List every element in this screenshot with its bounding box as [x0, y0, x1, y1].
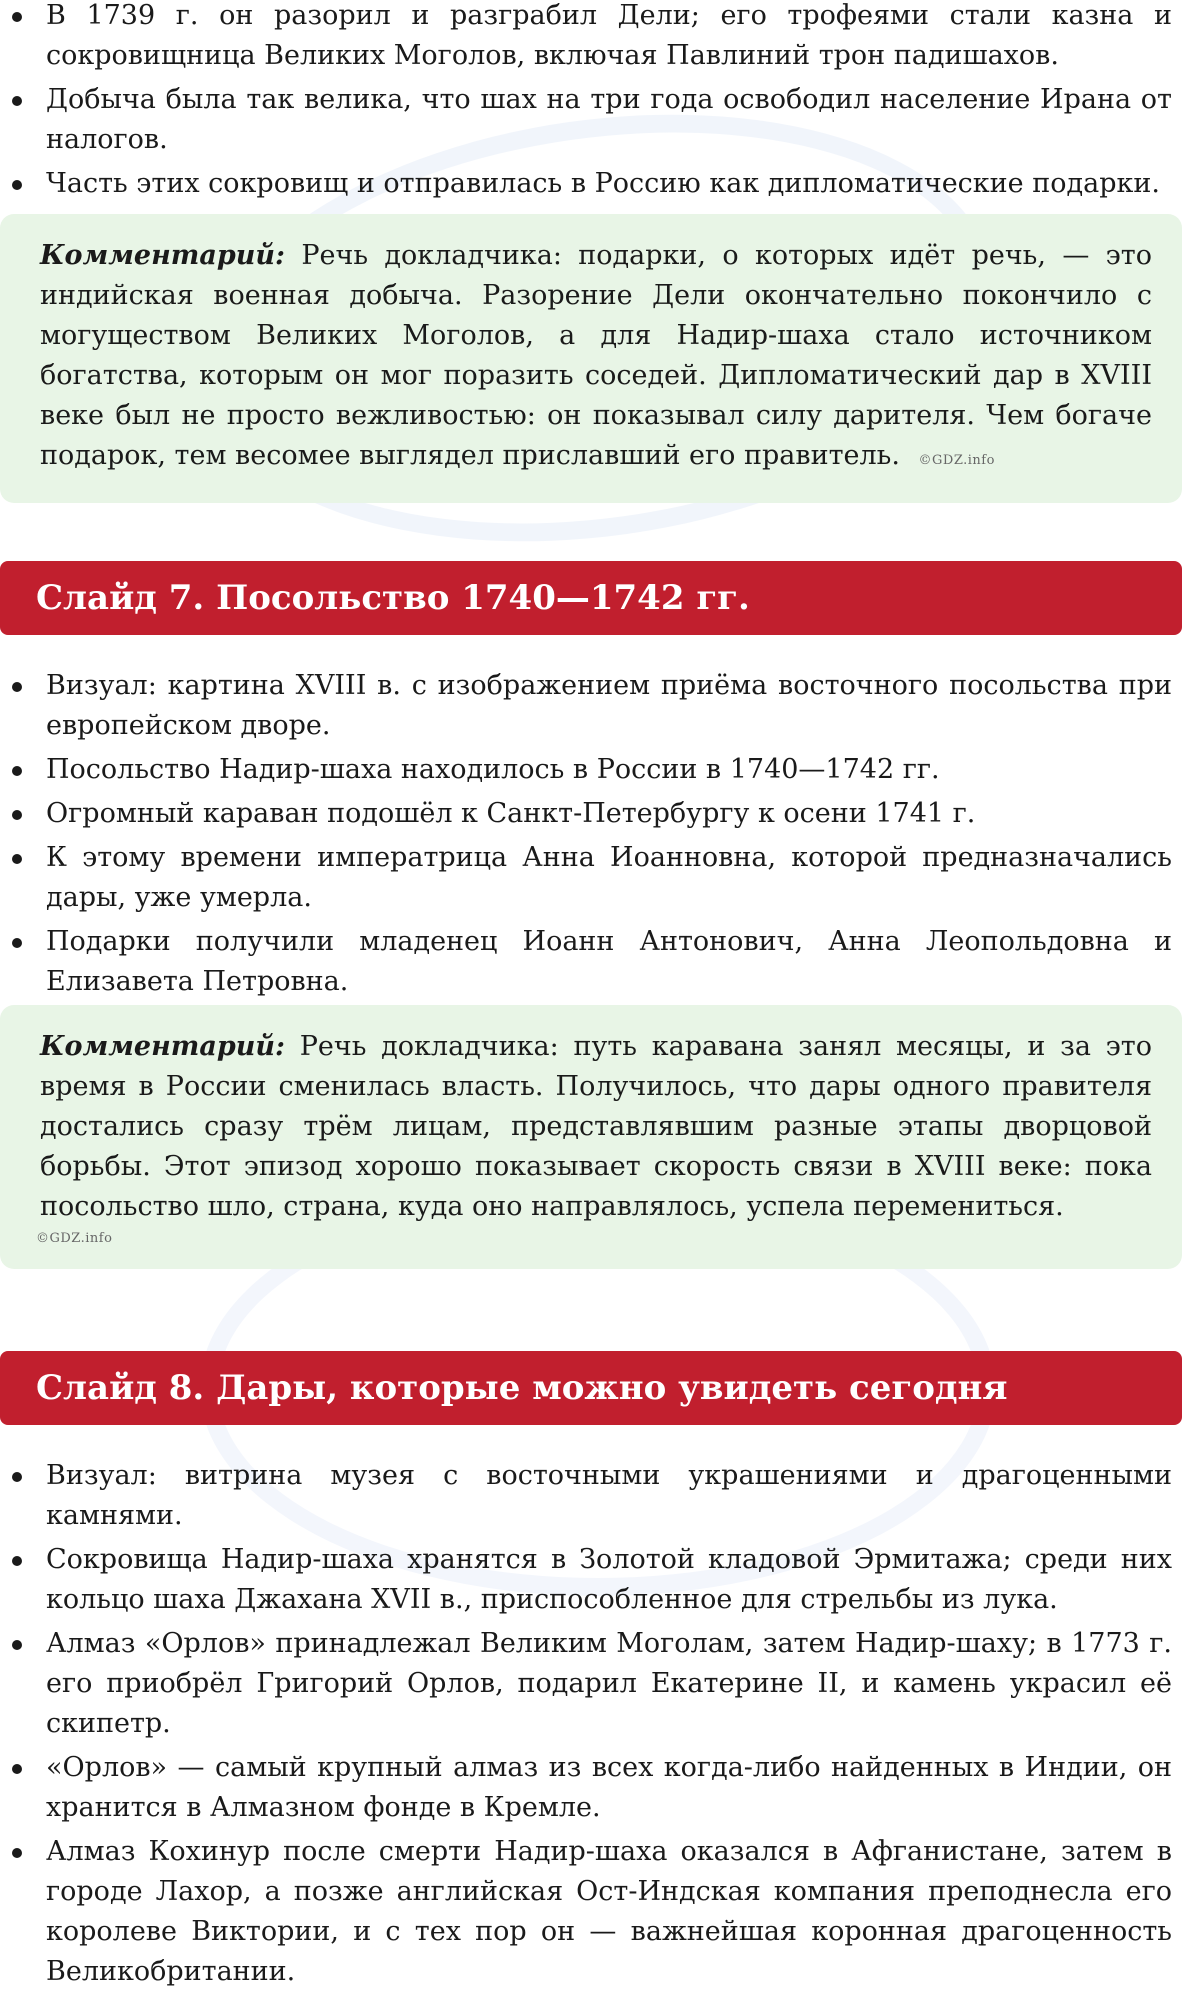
bullet-icon — [12, 938, 22, 948]
bullet-icon — [12, 766, 22, 776]
slide-8-title: Слайд 8. Дары, которые можно увидеть сегодня — [36, 1368, 1008, 1408]
list-item — [0, 794, 1182, 834]
list-item-text: Алмаз «Орлов» принадлежал Великим Моголам, затем Надир-шаху; в 1773 г. его приобрёл Григорий Орлов, подарил Екатерине II, и камень украсил её скипетр. — [46, 1628, 1172, 1739]
bullet-icon — [12, 1764, 22, 1774]
list-item-text: К этому времени императрица Анна Иоанновна, которой предназначались дары, уже умерла. — [46, 842, 1172, 913]
slide-8-header — [0, 1351, 1182, 1425]
list-item-text: Сокровища Надир-шаха хранятся в Золотой кладовой Эрмитажа; среди них кольцо шаха Джахана XVII в., приспособленное для стрельбы из лука. — [46, 1544, 1172, 1615]
list-item-text: Огромный караван подошёл к Санкт-Петербургу к осени 1741 г. — [46, 798, 976, 829]
list-item — [0, 750, 1182, 790]
bullet-icon — [12, 1640, 22, 1650]
list-item — [0, 80, 1182, 160]
bullet-icon — [12, 96, 22, 106]
slide-8-bullet-list — [0, 1456, 1182, 1996]
bullet-icon — [12, 180, 22, 190]
comment-box — [0, 1005, 1182, 1269]
list-item-text: Алмаз Кохинур после смерти Надир-шаха оказался в Афганистане, затем в городе Лахор, а позже английская Ост-Индская компания преподнесла его королеве Виктории, и с тех пор он — важнейшая коронная драгоценность Великобритании. — [46, 1836, 1172, 1987]
slide-7-header — [0, 561, 1182, 635]
bullet-icon — [12, 12, 22, 22]
list-item — [0, 1624, 1182, 1744]
list-item — [0, 1540, 1182, 1620]
list-item — [0, 1456, 1182, 1536]
list-item — [0, 164, 1182, 204]
comment-text: Речь докладчика: подарки, о которых идёт речь, — это индийская военная добыча. Разорение Дели окончательно покончило с могуществом Великих Моголов, а для Надир-шаха стало источником богатства, которым он мог поразить соседей. Дипломатический дар в XVIII веке был не просто вежливостью: он показывал силу дарителя. Чем богаче подарок, тем весомее выглядел приславший его правитель. — [40, 240, 1152, 471]
comment-box — [0, 214, 1182, 503]
list-item — [0, 838, 1182, 918]
list-item-text: Визуал: витрина музея с восточными украшениями и драгоценными камнями. — [46, 1460, 1172, 1531]
bullet-icon — [12, 1556, 22, 1566]
list-item-text: Часть этих сокровищ и отправилась в Россию как дипломатические подарки. — [46, 168, 1160, 199]
top-bullet-list — [0, 0, 1182, 208]
list-item-text: Подарки получили младенец Иоанн Антонович, Анна Леопольдовна и Елизавета Петровна. — [46, 926, 1172, 997]
comment-label: Комментарий: — [40, 240, 285, 271]
comment-label: Комментарий: — [40, 1031, 285, 1062]
slide-7-bullet-list — [0, 666, 1182, 1006]
list-item — [0, 1748, 1182, 1828]
list-item — [0, 0, 1182, 76]
list-item-text: В 1739 г. он разорил и разграбил Дели; его трофеями стали казна и сокровищница Великих Моголов, включая Павлиний трон падишахов. — [46, 0, 1172, 71]
bullet-icon — [12, 1472, 22, 1482]
list-item-text: «Орлов» — самый крупный алмаз из всех когда-либо найденных в Индии, он хранится в Алмазном фонде в Кремле. — [46, 1752, 1172, 1823]
copyright-mark: ©GDZ.info — [36, 1231, 113, 1246]
slide-7-title: Слайд 7. Посольство 1740—1742 гг. — [36, 578, 750, 618]
copyright-mark: ©GDZ.info — [918, 453, 995, 468]
list-item-text: Визуал: картина XVIII в. с изображением приёма восточного посольства при европейском дворе. — [46, 670, 1172, 741]
list-item — [0, 922, 1182, 1002]
list-item-text: Добыча была так велика, что шах на три года освободил население Ирана от налогов. — [46, 84, 1172, 155]
bullet-icon — [12, 810, 22, 820]
comment-text: Речь докладчика: путь каравана занял месяцы, и за это время в России сменилась власть. Получилось, что дары одного правителя достались сразу трём лицам, представлявшим разные этапы дворцовой борьбы. Этот эпизод хорошо показывает скорость связи в XVIII веке: пока посольство шло, страна, куда оно направлялось, успела перемениться. — [40, 1031, 1152, 1222]
list-item — [0, 666, 1182, 746]
list-item — [0, 1832, 1182, 1992]
bullet-icon — [12, 1848, 22, 1858]
bullet-icon — [12, 682, 22, 692]
list-item-text: Посольство Надир-шаха находилось в России в 1740—1742 гг. — [46, 754, 940, 785]
bullet-icon — [12, 854, 22, 864]
